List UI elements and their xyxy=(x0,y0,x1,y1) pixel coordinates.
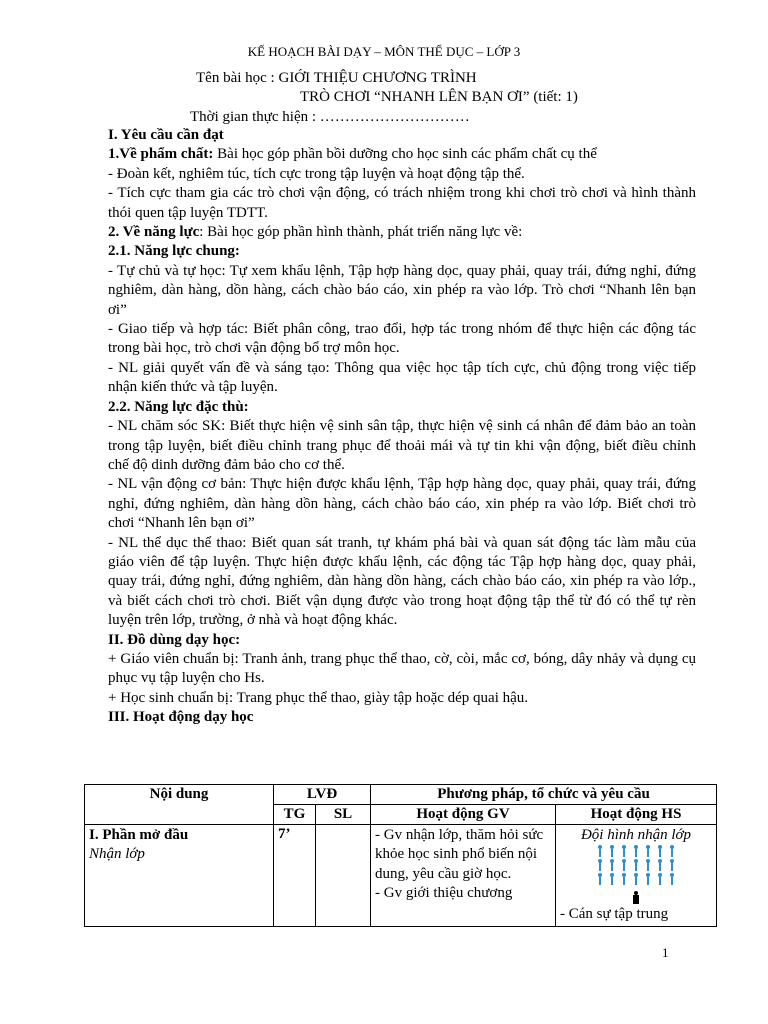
general-ability-bullet-2: - Giao tiếp và hợp tác: Biết phân công, trao đổi, hợp tác trong nhóm để thực hiện các động tác trong bài học, trò chơi vận động bổ trợ môn học. xyxy=(108,321,696,357)
student-icon xyxy=(597,845,603,857)
row-content-sub: Nhận lớp xyxy=(89,846,145,863)
lesson-title-2: TRÒ CHƠI “NHANH LÊN BẠN ƠI” xyxy=(300,89,530,105)
table-header-row-1 xyxy=(85,785,717,805)
page-header: KẾ HOẠCH BÀI DẠY – MÔN THỂ DỤC – LỚP 3 xyxy=(247,44,521,59)
formation-row-2 xyxy=(597,859,675,871)
quality-bullet-1: - Đoàn kết, nghiêm túc, tích cực trong tập luyện và hoạt động tập thể. xyxy=(108,165,525,182)
formation-row-3 xyxy=(597,873,675,885)
lesson-period: (tiết: 1) xyxy=(529,89,578,105)
equipment-bullet-1: + Giáo viên chuẩn bị: Tranh ảnh, trang phục thể thao, cờ, còi, mắc cơ, bóng, dây nhảy và dụng cụ phục vụ tập luyện cho Hs. xyxy=(108,650,696,687)
formation-row-1 xyxy=(597,845,675,857)
row-gv-text-2: - Gv giới thiệu chương xyxy=(375,885,513,902)
row-tg-cell: 7’ xyxy=(274,825,316,927)
row-gv-text: - Gv nhận lớp, thăm hỏi sức khỏe học sinh phổ biến nội dung, yêu cầu giờ học. xyxy=(375,827,544,882)
student-icon xyxy=(657,859,663,871)
lesson-title-1: GIỚI THIỆU CHƯƠNG TRÌNH xyxy=(278,70,477,86)
student-icon xyxy=(609,845,615,857)
student-icon xyxy=(633,873,639,885)
student-icon xyxy=(669,859,675,871)
specific-ability-heading: 2.2. Năng lực đặc thù: xyxy=(108,398,249,415)
lesson-body xyxy=(108,126,696,728)
header-tg: TG xyxy=(274,805,316,825)
header-content: Nội dung xyxy=(85,785,274,825)
general-ability-bullet-3: - NL giải quyết vấn đề và sáng tạo: Thông qua việc học tập tích cực, chủ động trong việc tiếp nhận kiến thức và tập luyện. xyxy=(108,359,696,396)
student-icon xyxy=(657,873,663,885)
quality-paragraph: 1.Về phẩm chất: Bài học góp phần bồi dưỡng cho học sinh các phẩm chất cụ thể xyxy=(108,146,597,163)
teacher-icon xyxy=(632,891,640,905)
student-icon xyxy=(645,859,651,871)
ability-paragraph: 2. Về năng lực: Bài học góp phần hình thành, phát triển năng lực về: xyxy=(108,224,523,241)
quality-bullet-2: - Tích cực tham gia các trò chơi vận động, có trách nhiệm trong khi chơi trò chơi và hình thành thói quen tập luyện TDTT. xyxy=(108,185,696,221)
specific-ability-bullet-2: - NL vận động cơ bản: Thực hiện được khẩu lệnh, Tập hợp hàng dọc, quay phải, quay trái, đứng nghỉ, đứng nghiêm, dàn hàng dồn hàng, cách chào báo cáo, xin phép ra vào lớp. Biết chơi trò chơi “Nhanh lên bạn ơi” xyxy=(108,476,696,532)
equipment-bullet-2: + Học sinh chuẩn bị: Trang phục thể thao, giày tập hoặc dép quai hậu. xyxy=(108,689,529,706)
header-lvd: LVĐ xyxy=(274,785,371,805)
row-content-cell xyxy=(85,825,274,927)
student-icon xyxy=(645,845,651,857)
row-content-title: I. Phần mở đầu xyxy=(89,827,189,843)
student-icon xyxy=(633,845,639,857)
row-hs-text: - Cán sự tập trung xyxy=(560,906,669,923)
formation-title: Đội hình nhận lớp xyxy=(580,827,692,843)
general-ability-bullet-1: - Tự chủ và tự học: Tự xem khẩu lệnh, Tập hợp hàng dọc, quay phải, quay trái, đứng nghỉ, đứng nghiêm, dàn hàng, dồn hàng, cách chào báo cáo, xin phép ra vào lớp. Trò chơi “Nhanh lên bạn ơi” xyxy=(108,262,696,318)
row-hs-cell xyxy=(556,825,717,927)
student-icon xyxy=(621,845,627,857)
student-icon xyxy=(621,873,627,885)
student-icon xyxy=(597,873,603,885)
section-heading-2: II. Đồ dùng dạy học: xyxy=(108,631,241,648)
lesson-label: Tên bài học : xyxy=(196,70,279,86)
student-icon xyxy=(609,859,615,871)
header-hs: Hoạt động HS xyxy=(556,805,717,825)
general-ability-heading: 2.1. Năng lực chung: xyxy=(108,243,240,260)
specific-ability-bullet-3: - NL thể dục thể thao: Biết quan sát tranh, tự khám phá bài và quan sát động tác làm mẫu của giáo viên để tập luyện. Thực hiện được khẩu lệnh, các động tác Tập hợp hàng dọc, quay phải, quay trái, đứng nghỉ, đứng nghiêm, dàn hàng dồn hàng, cách chào báo cáo, xin phép ra vào lớp., và biết cách chơi trò chơi. Biết vận dụng được vào trong hoạt động tập thể từ đó có thể tự rèn luyện trên lớp, trường, ở nhà và hoạt động khác. xyxy=(108,534,696,629)
student-icon xyxy=(597,859,603,871)
student-icon xyxy=(669,873,675,885)
student-icon xyxy=(645,873,651,885)
student-icon xyxy=(669,845,675,857)
table-row xyxy=(85,825,717,927)
formation-diagram xyxy=(560,845,712,905)
row-gv-cell xyxy=(371,825,556,927)
header-sl: SL xyxy=(316,805,371,825)
lesson-plan-table xyxy=(84,784,717,927)
student-icon xyxy=(657,845,663,857)
section-heading-3: III. Hoạt động dạy học xyxy=(108,709,254,726)
section-heading-1: I. Yêu cầu cần đạt xyxy=(108,127,224,143)
student-icon xyxy=(609,873,615,885)
student-icon xyxy=(621,859,627,871)
header-method: Phương pháp, tổ chức và yêu cầu xyxy=(371,785,717,805)
header-gv: Hoạt động GV xyxy=(371,805,556,825)
row-sl-cell xyxy=(316,825,371,927)
lesson-time: Thời gian thực hiện : ………………………… xyxy=(190,109,470,125)
page-number: 1 xyxy=(662,945,669,960)
specific-ability-bullet-1: - NL chăm sóc SK: Biết thực hiện vệ sinh sân tập, thực hiện vệ sinh cá nhân để đảm bảo an toàn trong tập luyện, biết điều chỉnh trang phục để thoải mái và tự tin khi vận động, biết điều chỉnh chế độ dinh dưỡng đảm bảo cho cơ thể. xyxy=(108,418,696,473)
lesson-title-line1 xyxy=(196,70,477,87)
lesson-title-line2 xyxy=(300,89,578,106)
student-icon xyxy=(633,859,639,871)
